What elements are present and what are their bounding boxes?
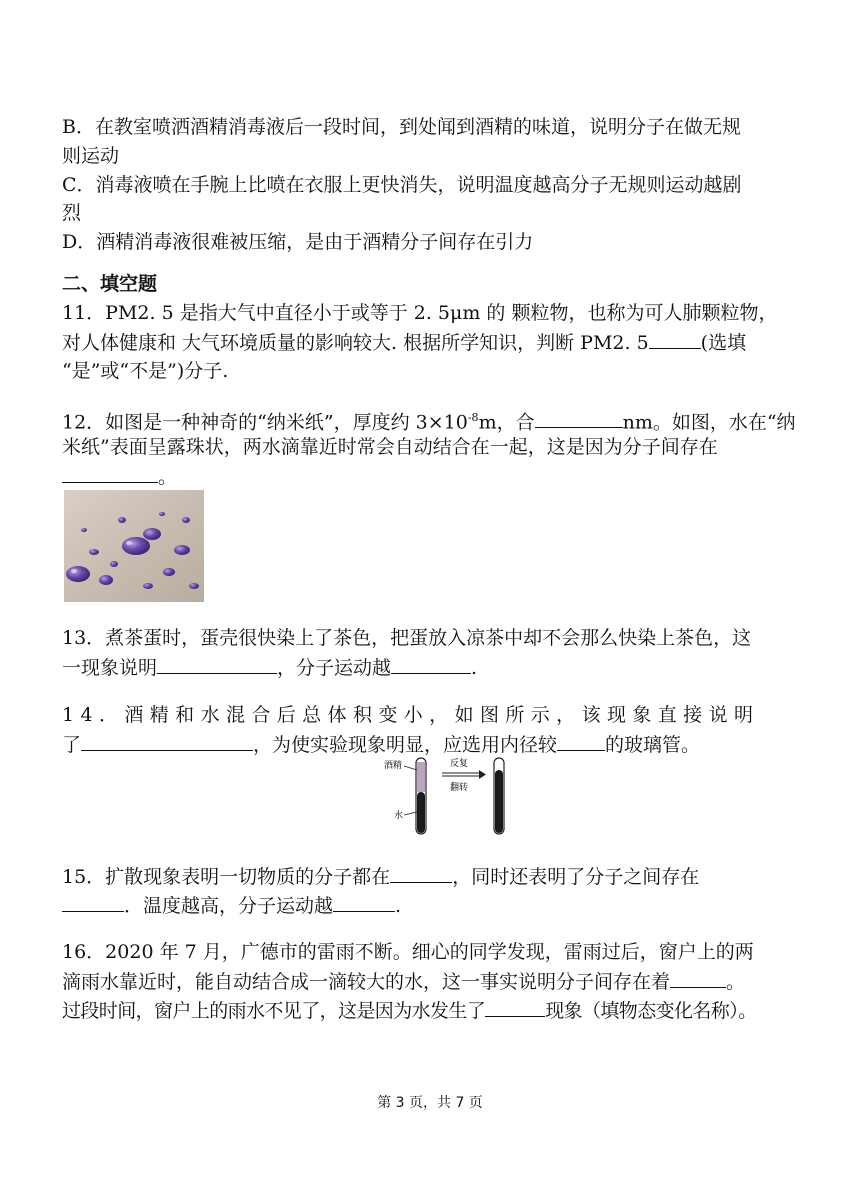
page-footer: 第 3 页，共 7 页 <box>377 1095 483 1111</box>
section-title: 二、填空题 <box>62 273 158 295</box>
q15-line2 <box>62 891 842 920</box>
option-c-line2: 烈 <box>62 202 82 224</box>
q12-line3-after: 。 <box>158 466 178 488</box>
q13-blank-2[interactable] <box>391 653 471 674</box>
q16-text-d: 现象（填物态变化名称）。 <box>545 1000 757 1022</box>
q13-line2 <box>62 653 842 682</box>
q15-line1 <box>62 862 842 891</box>
q12-blank-nm[interactable] <box>535 407 623 428</box>
q14-text: 14．酒精和水混合后总体积变小，如图所示，该现象直接说明 <box>62 704 760 726</box>
q12-text-b: m，合 <box>478 411 535 434</box>
q14-text-a: 了 <box>62 734 82 756</box>
q15-text-b: ，同时还表明了分子之间存在 <box>452 866 700 888</box>
q12-line3 <box>62 462 842 491</box>
alcohol-layer <box>417 762 425 792</box>
arrow-label-bottom: 翻转 <box>450 783 469 793</box>
option-b-line2: 则运动 <box>62 145 120 167</box>
q16-line2 <box>62 967 842 996</box>
label-water: 水 <box>394 811 404 821</box>
option-c-line1: C．消毒液喷在手腕上比喷在衣服上更快消失，说明温度越高分子无规则运动越剧 <box>62 174 742 196</box>
q16-blank-1[interactable] <box>670 967 726 988</box>
q13-blank-1[interactable] <box>157 653 277 674</box>
q16-line1: 16．2020 年 7 月，广德市的雷雨不断。细心的同学发现，雷雨过后，窗户上的两 <box>62 941 754 963</box>
q12-text-c: nm。如图，水在“纳 <box>622 411 796 434</box>
q12-line1 <box>62 404 842 436</box>
q14-blank-1[interactable] <box>81 730 253 751</box>
label-alcohol: 酒精 <box>384 761 403 771</box>
q12-blank-force[interactable] <box>62 462 158 483</box>
arrow-icon <box>479 770 486 779</box>
q13-text-c: . <box>471 657 478 679</box>
q11-line3: “是”或“不是”)分子. <box>62 360 229 382</box>
option-b-line1: B．在教室喷洒酒精消毒液后一段时间，到处闻到酒精的味道，说明分子在做无规 <box>62 116 741 138</box>
q13-line1: 13．煮茶蛋时，蛋壳很快染上了茶色，把蛋放入凉茶中却不会那么快染上茶色，这 <box>62 627 752 649</box>
q15-text-a: 15．扩散现象表明一切物质的分子都在 <box>62 866 391 888</box>
water-layer <box>417 792 425 833</box>
q15-blank-3[interactable] <box>333 891 395 912</box>
alcohol-water-diagram <box>386 752 526 844</box>
q11-answer-blank[interactable] <box>649 328 701 349</box>
q12-text-a: 12．如图是一种神奇的“纳米纸”，厚度约 3×10 <box>62 411 468 434</box>
q14-blank-2[interactable] <box>557 730 605 751</box>
q15-blank-1[interactable] <box>390 862 452 883</box>
q12-line2: 米纸”表面呈露珠状，两水滴靠近时常会自动结合在一起，这是因为分子间存在 <box>62 436 718 458</box>
q14-text-b: ，为使实验现象明显，应选用内径较 <box>253 734 558 756</box>
q11-line2-text: 对人体健康和 大气环境质量的影响较大. 根据所学知识，判断 PM2. 5 <box>62 332 649 354</box>
q16-text-c: 过段时间，窗户上的雨水不见了，这是因为水发生了 <box>62 1000 486 1022</box>
q12-exponent: -8 <box>467 411 479 424</box>
arrow-label-top: 反复 <box>450 759 469 769</box>
nano-paper-photo <box>64 490 204 602</box>
q11-line1: 11．PM2. 5 是指大气中直径小于或等于 2. 5μm 的 颗粒物，也称为可人肺颗粒物， <box>62 302 778 324</box>
q16-blank-2[interactable] <box>485 996 545 1017</box>
q11-line2 <box>62 328 842 357</box>
q15-blank-2[interactable] <box>62 891 124 912</box>
q16-line3 <box>62 996 842 1025</box>
q11-line2-after: (选填 <box>700 332 747 354</box>
q14-text-c: 的玻璃管。 <box>605 734 701 756</box>
q13-text-a: 一现象说明 <box>62 657 158 679</box>
q15-text-c: ．温度越高，分子运动越 <box>124 895 334 917</box>
mixed-liquid <box>495 770 503 833</box>
q15-text-d: . <box>395 895 402 917</box>
q14-line1 <box>62 701 842 729</box>
q13-text-b: ，分子运动越 <box>277 657 392 679</box>
q16-text-b: 。 <box>726 971 746 993</box>
q16-text-a: 滴雨水靠近时，能自动结合成一滴较大的水，这一事实说明分子间存在着 <box>62 971 671 993</box>
option-d-line1: D．酒精消毒液很难被压缩，是由于酒精分子间存在引力 <box>62 231 534 253</box>
